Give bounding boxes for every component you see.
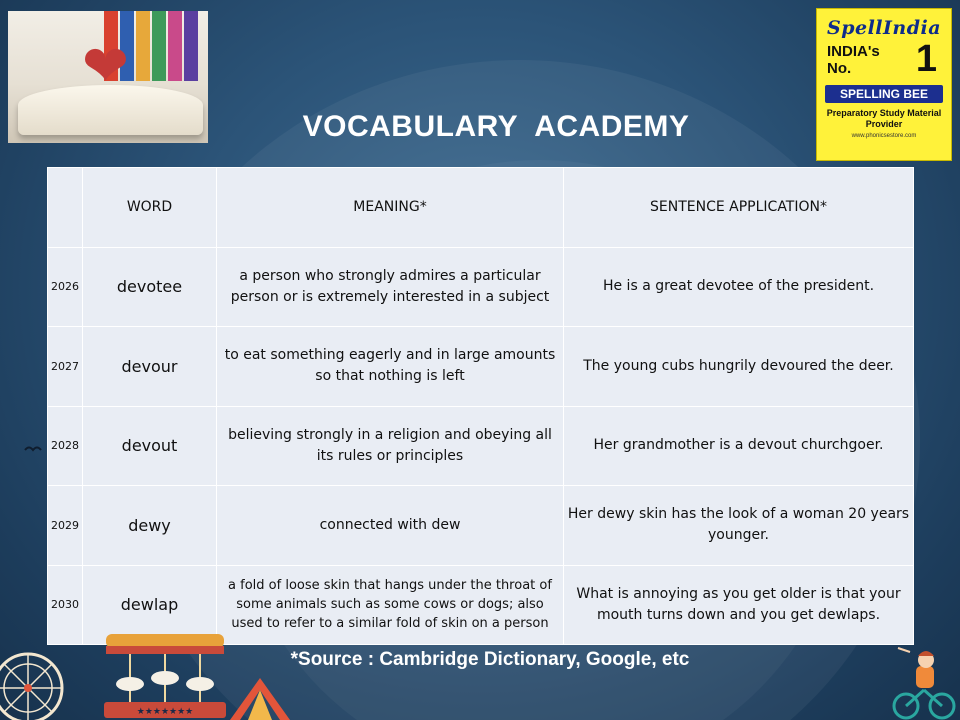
logo-banner: SPELLING BEE [825, 85, 943, 103]
row-meaning: a person who strongly admires a particular person or is extremely interested in a subject [217, 247, 564, 327]
row-word: dewy [83, 486, 217, 566]
row-number: 2030 [48, 565, 83, 645]
page-title: VOCABULARY ACADEMY [302, 110, 690, 143]
table-row [48, 486, 914, 566]
heart-icon: ❤ [82, 34, 129, 99]
row-sentence: What is annoying as you get older is that your mouth turns down and you get dewlaps. [564, 565, 914, 645]
row-sentence: Her grandmother is a devout churchgoer. [564, 406, 914, 486]
logo-rank-line2: No. [827, 60, 852, 77]
header-number [48, 168, 83, 248]
row-word: devotee [83, 247, 217, 327]
row-word: dewlap [83, 565, 217, 645]
row-number: 2029 [48, 486, 83, 566]
ferris-wheel-icon [0, 630, 80, 720]
row-word: devour [83, 327, 217, 407]
table-row [48, 327, 914, 407]
logo-rank-line1: INDIA's [827, 43, 880, 60]
header-word: WORD [83, 168, 217, 248]
source-note: *Source : Cambridge Dictionary, Google, etc [290, 649, 690, 670]
open-book-image [8, 11, 208, 143]
logo-rank-number: 1 [915, 38, 937, 80]
table-row [48, 406, 914, 486]
row-sentence: He is a great devotee of the president. [564, 247, 914, 327]
carousel-icon [100, 632, 230, 720]
row-meaning: connected with dew [217, 486, 564, 566]
row-word: devout [83, 406, 217, 486]
table-row [48, 247, 914, 327]
row-number: 2026 [48, 247, 83, 327]
row-meaning: to eat something eagerly and in large amounts so that nothing is left [217, 327, 564, 407]
bird-icon [24, 444, 42, 454]
row-number: 2028 [48, 406, 83, 486]
child-on-bicycle-icon [888, 646, 960, 720]
swing-ride-icon [222, 676, 298, 720]
row-sentence: The young cubs hungrily devoured the deer. [564, 327, 914, 407]
header-meaning: MEANING* [217, 168, 564, 248]
logo-tagline: Preparatory Study Material Provider [826, 108, 942, 129]
row-meaning: a fold of loose skin that hangs under the throat of some animals such as some cows or dogs; also used to refer to a similar fold of skin on a person [217, 565, 564, 645]
row-sentence: Her dewy skin has the look of a woman 20 years younger. [564, 486, 914, 566]
row-meaning: believing strongly in a religion and obeying all its rules or principles [217, 406, 564, 486]
svg-text:★★★★★★★: ★★★★★★★ [136, 707, 194, 717]
spellindia-logo [816, 8, 952, 161]
logo-rank [817, 38, 951, 83]
vocabulary-table [47, 167, 914, 645]
row-number: 2027 [48, 327, 83, 407]
header-sentence: SENTENCE APPLICATION* [564, 168, 914, 248]
logo-url: www.phonicsestore.com [851, 133, 917, 139]
logo-brand: SpellIndia [826, 17, 942, 39]
table-header-row [48, 168, 914, 248]
